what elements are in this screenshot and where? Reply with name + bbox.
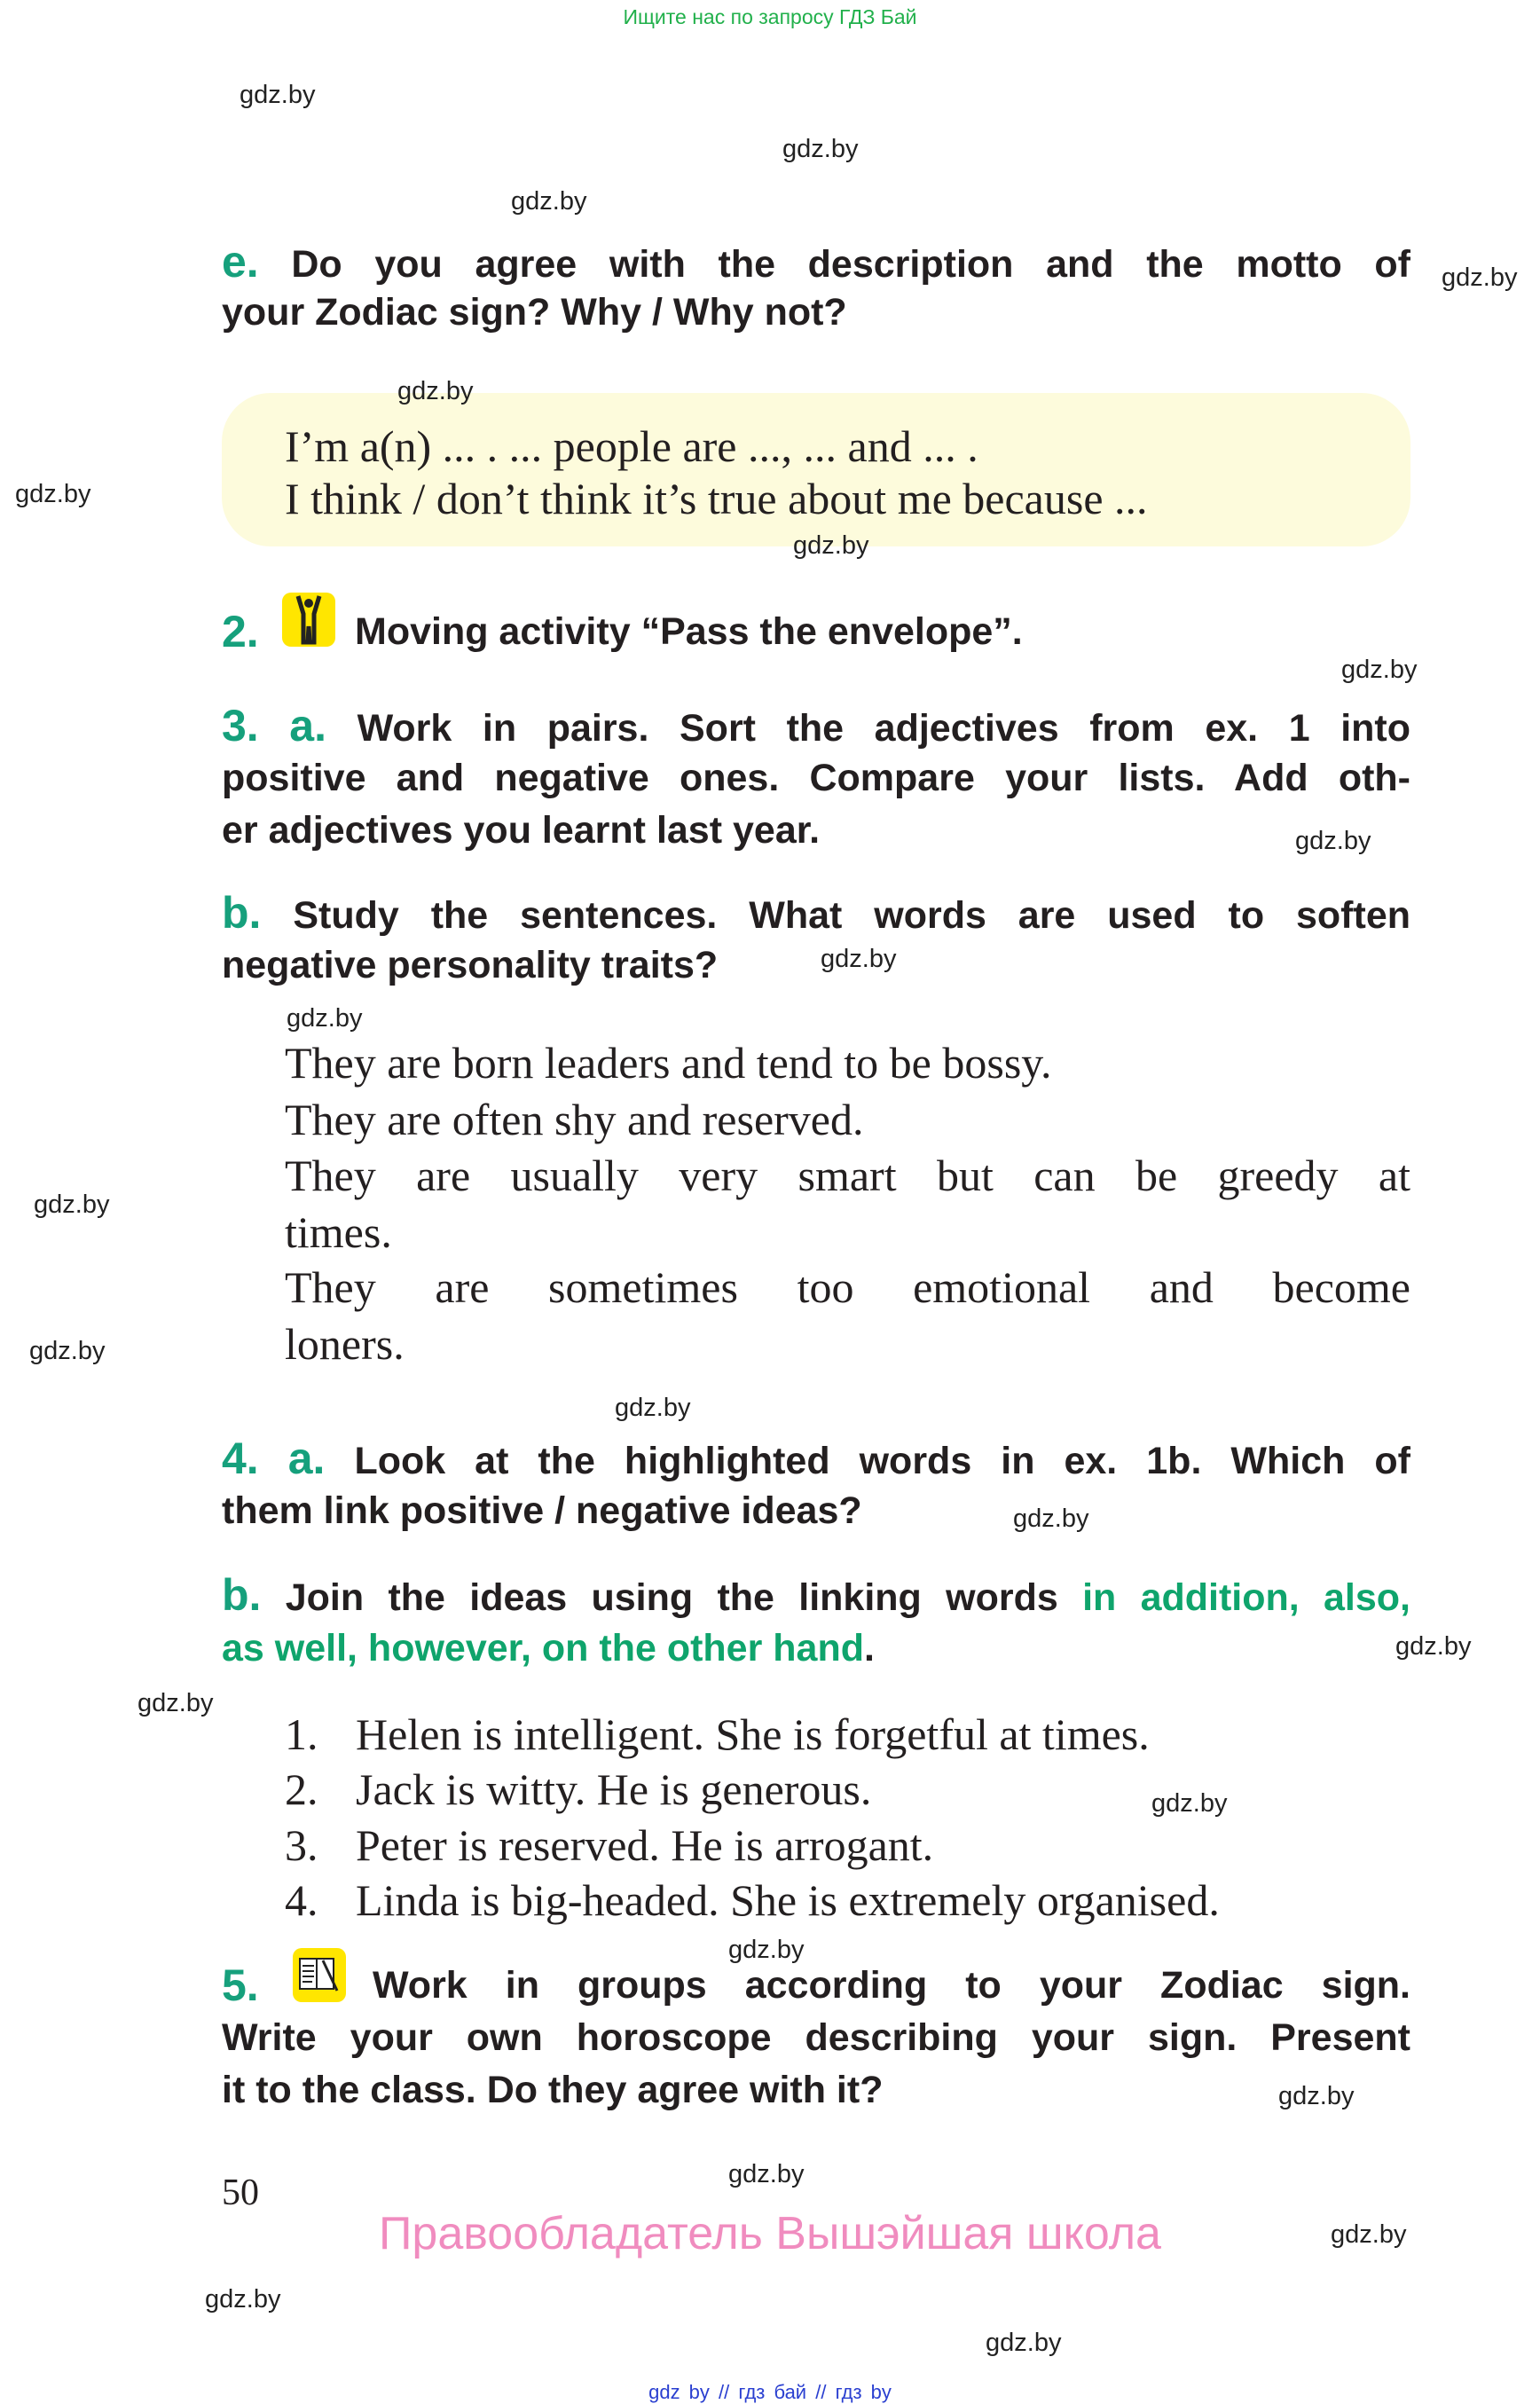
exercise-4a-line: them link positive / negative ideas? bbox=[222, 1489, 862, 1532]
watermark: gdz.by bbox=[986, 2329, 1062, 2357]
watermark: gdz.by bbox=[1151, 1789, 1228, 1818]
footer-link[interactable]: gdz by bbox=[648, 2381, 710, 2403]
exercise-label: a. bbox=[289, 701, 326, 750]
exercise-5-number bbox=[222, 1958, 275, 2013]
watermark: gdz.by bbox=[287, 1004, 363, 1033]
linking-words: in addition, also, bbox=[1082, 1576, 1410, 1619]
exercise-number: 2. bbox=[222, 607, 259, 656]
exercise-text: Study the sentences. What words are used to soften bbox=[293, 894, 1410, 937]
item-number: 1. bbox=[285, 1709, 318, 1759]
exercise-text: Do you agree with the description and the motto of bbox=[291, 243, 1410, 286]
list-item bbox=[285, 1818, 1410, 1873]
item-number: 2. bbox=[285, 1764, 318, 1814]
watermark: gdz.by bbox=[821, 945, 897, 973]
exercise-number: 4. bbox=[222, 1434, 259, 1483]
watermark: gdz.by bbox=[1295, 827, 1371, 855]
exercise-3a-line bbox=[222, 698, 1410, 753]
list-item bbox=[285, 1707, 1410, 1762]
example-sentence: They are born leaders and tend to be bossy. bbox=[285, 1038, 1052, 1088]
example-sentence: They are usually very smart but can be greedy at bbox=[285, 1151, 1410, 1200]
exercise-4a-line bbox=[222, 1431, 1410, 1486]
exercise-2-number bbox=[222, 604, 275, 659]
linking-words: as well, however, on the other hand bbox=[222, 1627, 864, 1669]
exercise-5-line: Work in groups according to your Zodiac sign. bbox=[373, 1964, 1410, 2007]
list-item bbox=[285, 1762, 1410, 1817]
watermark: gdz.by bbox=[1442, 263, 1518, 292]
phrase-line: I think / don’t think it’s true about me because ... bbox=[285, 474, 1148, 523]
copyright-notice: Правообладатель Вышэйшая школа bbox=[379, 2208, 1161, 2259]
phrase-line: I’m a(n) ... . ... people are ..., ... and ... . bbox=[285, 421, 978, 471]
watermark: gdz.by bbox=[397, 377, 474, 405]
exercise-5-line: Write your own horoscope describing your sign. Present bbox=[222, 2016, 1410, 2059]
moving-person-icon bbox=[282, 593, 335, 647]
footer-links bbox=[0, 2381, 1540, 2404]
item-text: Linda is big-headed. She is extremely organised. bbox=[356, 1875, 1220, 1925]
exercise-text: Look at the highlighted words in ex. 1b. Which of bbox=[354, 1440, 1410, 1482]
watermark: gdz.by bbox=[1395, 1632, 1472, 1661]
watermark: gdz.by bbox=[615, 1394, 691, 1422]
footer-link[interactable]: гдз by bbox=[835, 2381, 892, 2403]
watermark: gdz.by bbox=[728, 2160, 805, 2188]
watermark: gdz.by bbox=[34, 1190, 110, 1219]
watermark: gdz.by bbox=[138, 1689, 214, 1717]
page-number: 50 bbox=[222, 2172, 259, 2213]
watermark: gdz.by bbox=[1013, 1504, 1089, 1533]
exercise-text: Join the ideas using the linking words bbox=[285, 1576, 1083, 1619]
watermark: gdz.by bbox=[511, 187, 587, 216]
exercise-3a-line: er adjectives you learnt last year. bbox=[222, 809, 821, 852]
separator: // bbox=[719, 2381, 730, 2403]
exercise-1e-line bbox=[222, 234, 1410, 289]
exercise-number: 5. bbox=[222, 1960, 259, 2010]
example-sentence: They are sometimes too emotional and become bbox=[285, 1262, 1410, 1312]
writing-book-icon bbox=[293, 1948, 346, 2002]
exercise-3b-line bbox=[222, 885, 1410, 940]
exercise-4b-line bbox=[222, 1567, 1410, 1622]
exercise-1e-line: your Zodiac sign? Why / Why not? bbox=[222, 291, 847, 334]
search-hint[interactable]: Ищите нас по запросу ГДЗ Бай bbox=[623, 5, 917, 28]
list-item bbox=[285, 1873, 1410, 1928]
watermark: gdz.by bbox=[782, 135, 859, 163]
watermark: gdz.by bbox=[29, 1337, 106, 1365]
exercise-4b-line bbox=[222, 1621, 1410, 1676]
watermark: gdz.by bbox=[1341, 656, 1418, 684]
example-sentence: They are often shy and reserved. bbox=[285, 1095, 864, 1144]
example-sentence: loners. bbox=[285, 1319, 405, 1369]
watermark: gdz.by bbox=[205, 2285, 281, 2314]
exercise-label: e. bbox=[222, 237, 259, 287]
watermark: gdz.by bbox=[1278, 2082, 1355, 2110]
separator: // bbox=[815, 2381, 827, 2403]
exercise-3a-line: positive and negative ones. Compare your lists. Add oth- bbox=[222, 757, 1410, 799]
watermark: gdz.by bbox=[240, 81, 316, 109]
watermark: gdz.by bbox=[728, 1936, 805, 1964]
item-text: Peter is reserved. He is arrogant. bbox=[356, 1820, 934, 1870]
exercise-3b-line: negative personality traits? bbox=[222, 944, 719, 986]
exercise-text: Work in pairs. Sort the adjectives from ex. 1 into bbox=[357, 707, 1410, 750]
footer-link[interactable]: гдз бай bbox=[738, 2381, 807, 2403]
exercise-2-text: Moving activity “Pass the envelope”. bbox=[355, 610, 1023, 653]
item-text: Jack is witty. He is generous. bbox=[356, 1764, 872, 1814]
example-sentence: times. bbox=[285, 1207, 392, 1257]
item-number: 4. bbox=[285, 1875, 318, 1925]
watermark: gdz.by bbox=[793, 531, 869, 560]
watermark: gdz.by bbox=[1331, 2220, 1407, 2249]
exercise-number: 3. bbox=[222, 701, 259, 750]
exercise-label: a. bbox=[287, 1434, 326, 1483]
item-text: Helen is intelligent. She is forgetful at times. bbox=[356, 1709, 1150, 1759]
exercise-label: b. bbox=[222, 888, 262, 938]
item-number: 3. bbox=[285, 1820, 318, 1870]
punctuation: . bbox=[864, 1627, 875, 1669]
watermark: gdz.by bbox=[15, 480, 91, 508]
exercise-label: b. bbox=[222, 1570, 262, 1620]
exercise-5-line: it to the class. Do they agree with it? bbox=[222, 2069, 884, 2111]
